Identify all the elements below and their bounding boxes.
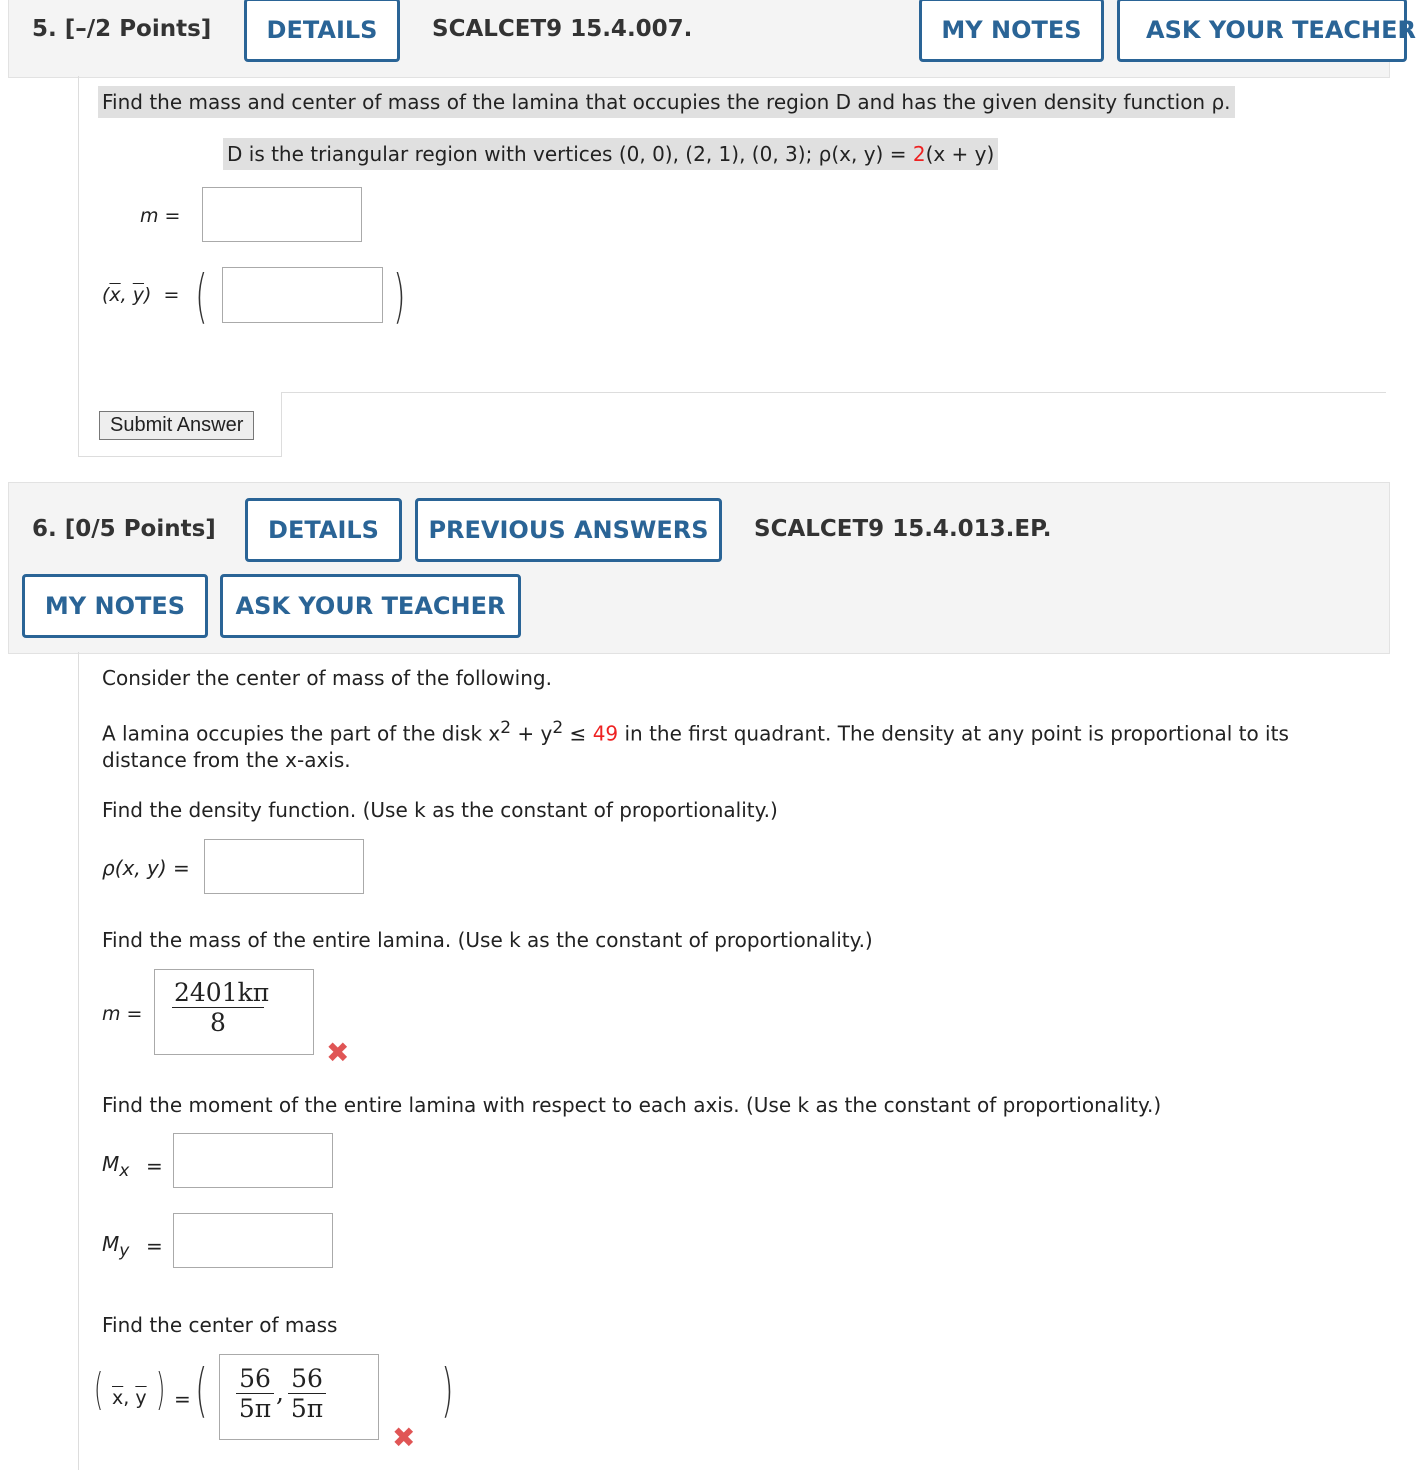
q6-mass-denominator: 8: [210, 1008, 226, 1037]
q5-footer-bottom: [78, 456, 282, 457]
q5-mass-input[interactable]: [202, 187, 362, 242]
x-mark-icon: ✖: [392, 1421, 416, 1454]
x-mark-icon: ✖: [326, 1036, 350, 1069]
q6-com-prompt: Find the center of mass: [102, 1313, 338, 1337]
q6-mx-label: $M_x$: [102, 1152, 130, 1181]
q6-mx-equals: =: [146, 1154, 163, 1178]
q5-number: 5. [–/2 Points]: [32, 16, 212, 42]
q5-ask-teacher-button[interactable]: ASK YOUR TEACHER: [1117, 0, 1407, 62]
q6-com-y-numerator: 56: [288, 1364, 326, 1394]
q6-com-x-numerator: 56: [236, 1364, 274, 1394]
q5-left-paren: (: [195, 262, 208, 330]
q6-my-label: $M_y$: [102, 1232, 130, 1261]
q5-footer-line: [282, 392, 1386, 393]
q6-com-equals: =: [174, 1387, 191, 1411]
q6-intro: Consider the center of mass of the following.: [102, 666, 552, 690]
q5-details-button[interactable]: DETAILS: [244, 0, 400, 62]
q6-com-right-paren: ): [441, 1356, 454, 1424]
q6-my-equals: =: [146, 1234, 163, 1258]
q6-com-label-left-paren: (: [93, 1364, 104, 1415]
q6-com-label-right-paren: ): [155, 1364, 166, 1415]
q5-prompt: Find the mass and center of mass of the lamina that occupies the region D and has the given density function ρ.: [98, 86, 1235, 118]
q6-density-label: ρ(x, y) =: [102, 856, 190, 880]
q6-my-notes-button[interactable]: MY NOTES: [22, 574, 208, 638]
q5-footer-divider: [281, 392, 282, 456]
q6-com-comma: ,: [276, 1378, 284, 1407]
q6-com-x-fraction: [236, 1364, 274, 1423]
q5-com-input[interactable]: [222, 267, 383, 323]
q6-mx-input[interactable]: [173, 1133, 333, 1188]
q6-com-x-denominator: 5π: [238, 1394, 272, 1423]
q6-mass-numerator: 2401kπ: [174, 978, 270, 1007]
q6-details-button[interactable]: DETAILS: [245, 498, 402, 562]
q6-com-label: $\overline{x}$, $\overline{y}$: [112, 1387, 147, 1409]
q6-com-left-paren: (: [195, 1356, 208, 1424]
q5-right-paren: ): [393, 262, 406, 330]
q6-description-line2: distance from the x-axis.: [102, 748, 351, 772]
q6-com-y-fraction: [288, 1364, 326, 1423]
q6-description: A lamina occupies the part of the disk $x^2 + y^2 \le 49$ in the first quadrant. The density at any point is proportional to its: [102, 718, 1289, 746]
submit-answer-button[interactable]: Submit Answer: [99, 411, 254, 440]
q6-number: 6. [0/5 Points]: [32, 516, 216, 542]
q6-density-prompt: Find the density function. (Use k as the constant of proportionality.): [102, 798, 778, 822]
q5-my-notes-button[interactable]: MY NOTES: [919, 0, 1104, 62]
q6-previous-answers-button[interactable]: PREVIOUS ANSWERS: [415, 498, 722, 562]
q6-ask-teacher-button[interactable]: ASK YOUR TEACHER: [220, 574, 521, 638]
q5-mass-label: m =: [140, 205, 181, 227]
q6-body-border: [78, 652, 79, 1470]
q6-com-y-denominator: 5π: [290, 1394, 324, 1423]
q6-problem-code: SCALCET9 15.4.013.EP.: [754, 516, 1052, 542]
q6-my-input[interactable]: [173, 1213, 333, 1268]
q6-mass-answer-fraction: [172, 978, 270, 1037]
q5-problem-code: SCALCET9 15.4.007.: [432, 16, 693, 42]
q6-density-input[interactable]: [204, 839, 364, 894]
q6-moment-prompt: Find the moment of the entire lamina with respect to each axis. (Use k as the constant of proportionality.): [102, 1093, 1162, 1117]
q6-mass-label: m =: [102, 1003, 143, 1025]
q5-body-border: [78, 76, 79, 456]
q5-com-label: ($\overline{x}$, $\overline{y}$) =: [102, 284, 180, 306]
q5-region-text: D is the triangular region with vertices (0, 0), (2, 1), (0, 3); ρ(x, y) = 2(x + y): [223, 138, 998, 170]
q6-mass-prompt: Find the mass of the entire lamina. (Use k as the constant of proportionality.): [102, 928, 873, 952]
